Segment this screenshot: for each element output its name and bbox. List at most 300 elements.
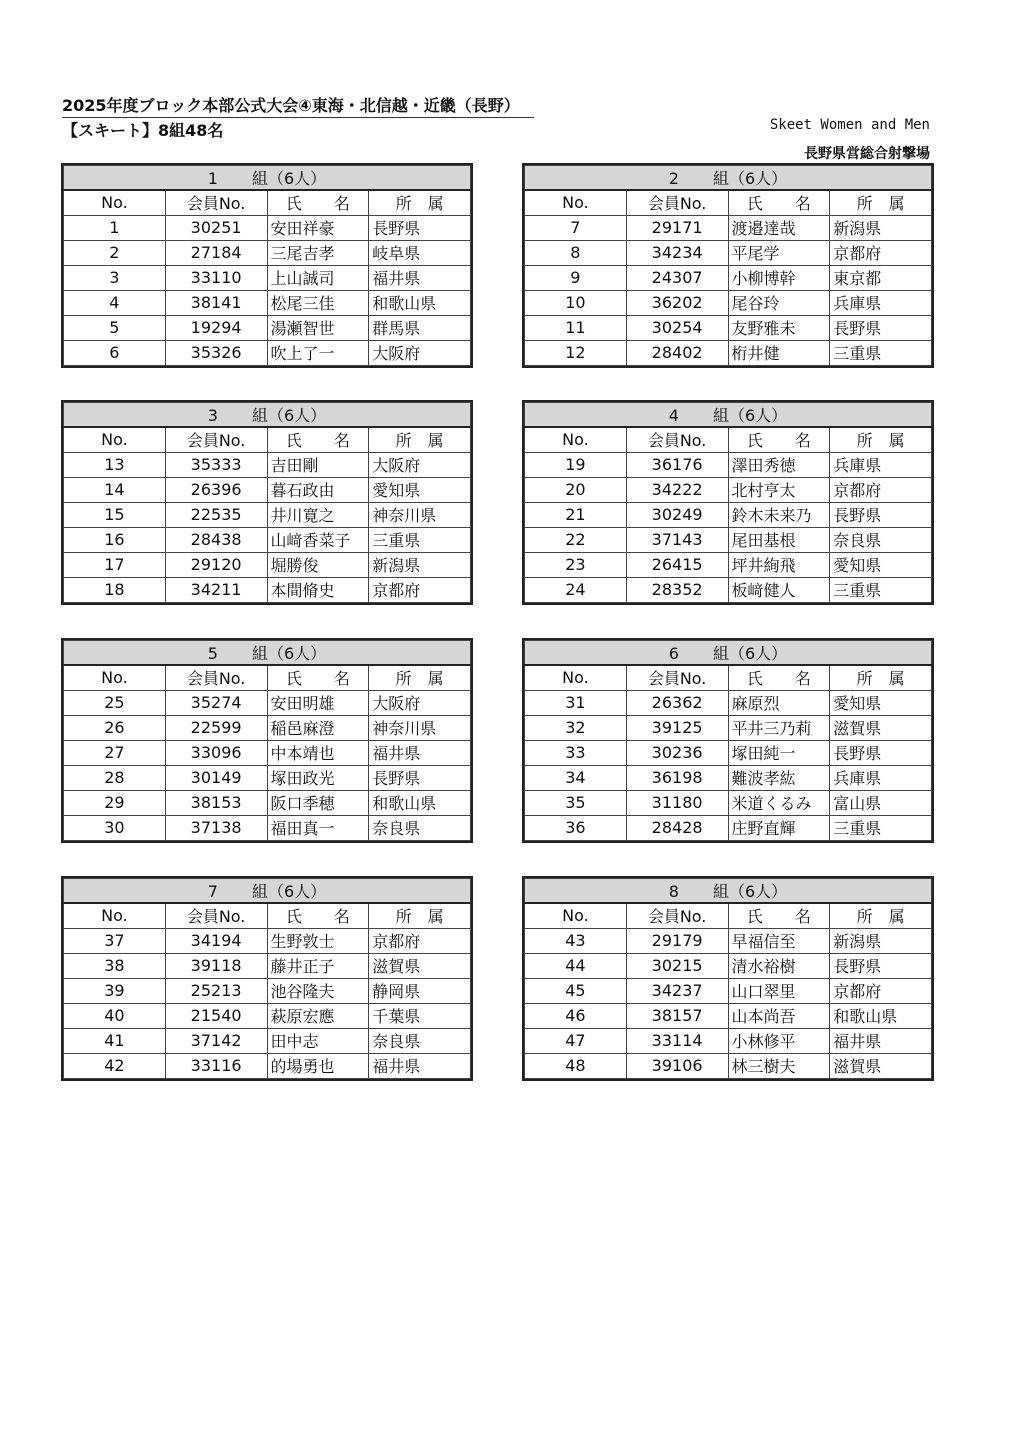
cell-no: 21 xyxy=(525,502,627,527)
col-name-1: 氏 xyxy=(746,907,763,927)
group-label: 組 xyxy=(251,644,268,663)
table-row xyxy=(525,265,932,290)
col-name-1: 氏 xyxy=(285,431,302,451)
col-affiliation xyxy=(369,665,471,690)
group-table-3 xyxy=(61,400,473,605)
group-title xyxy=(525,403,932,428)
cell-member-no: 35333 xyxy=(165,452,267,477)
group-number: 2 xyxy=(668,169,679,188)
group-table-grid xyxy=(63,640,471,841)
group-label: 組 xyxy=(712,882,729,901)
col-aff-1: 所 xyxy=(856,431,873,451)
group-title xyxy=(525,641,932,666)
col-name xyxy=(728,427,830,452)
col-name-1: 氏 xyxy=(285,194,302,214)
cell-no: 37 xyxy=(64,928,166,953)
cell-name: 中本靖也 xyxy=(267,740,369,765)
group-count: （6人） xyxy=(729,169,788,188)
cell-member-no: 19294 xyxy=(165,315,267,340)
table-row xyxy=(64,978,471,1003)
cell-member-no: 38141 xyxy=(165,290,267,315)
cell-affiliation: 東京都 xyxy=(830,265,932,290)
cell-affiliation: 三重県 xyxy=(830,577,932,602)
table-row xyxy=(64,1053,471,1078)
col-aff-1: 所 xyxy=(856,194,873,214)
col-no: No. xyxy=(64,190,166,215)
cell-name: 塚田純一 xyxy=(728,740,830,765)
cell-affiliation: 滋賀県 xyxy=(369,953,471,978)
col-aff-1: 所 xyxy=(395,431,412,451)
cell-name: 的場勇也 xyxy=(267,1053,369,1078)
col-name-1: 氏 xyxy=(285,907,302,927)
cell-name: 澤田秀徳 xyxy=(728,452,830,477)
group-table-grid xyxy=(524,878,932,1079)
cell-member-no: 36198 xyxy=(626,765,728,790)
table-row xyxy=(64,690,471,715)
cell-no: 48 xyxy=(525,1053,627,1078)
col-no: No. xyxy=(525,427,627,452)
col-aff-2: 属 xyxy=(888,431,905,451)
cell-no: 25 xyxy=(64,690,166,715)
table-row xyxy=(64,315,471,340)
table-row xyxy=(64,552,471,577)
cell-no: 10 xyxy=(525,290,627,315)
cell-name: 稲邑麻澄 xyxy=(267,715,369,740)
group-title-row xyxy=(64,879,471,904)
table-row xyxy=(525,1028,932,1053)
cell-member-no: 34211 xyxy=(165,577,267,602)
cell-affiliation: 滋賀県 xyxy=(830,1053,932,1078)
table-row xyxy=(525,978,932,1003)
cell-no: 30 xyxy=(64,815,166,840)
cell-no: 2 xyxy=(64,240,166,265)
table-row xyxy=(64,953,471,978)
cell-affiliation: 京都府 xyxy=(369,577,471,602)
col-aff-1: 所 xyxy=(856,907,873,927)
cell-affiliation: 長野県 xyxy=(830,953,932,978)
cell-name: 尾田基根 xyxy=(728,527,830,552)
cell-no: 22 xyxy=(525,527,627,552)
col-aff-2: 属 xyxy=(427,194,444,214)
group-table-1 xyxy=(61,163,473,368)
col-name-1: 氏 xyxy=(285,669,302,689)
col-affiliation xyxy=(369,903,471,928)
table-row xyxy=(525,315,932,340)
col-affiliation xyxy=(369,427,471,452)
cell-name: 北村亨太 xyxy=(728,477,830,502)
table-row xyxy=(64,240,471,265)
table-row xyxy=(525,690,932,715)
col-aff-1: 所 xyxy=(395,194,412,214)
column-header-row xyxy=(64,903,471,928)
group-table-5 xyxy=(61,638,473,843)
cell-member-no: 28352 xyxy=(626,577,728,602)
cell-member-no: 31180 xyxy=(626,790,728,815)
page-title: 2025年度ブロック本部公式大会④東海・北信越・近畿（長野） xyxy=(62,93,534,118)
cell-no: 40 xyxy=(64,1003,166,1028)
cell-affiliation: 群馬県 xyxy=(369,315,471,340)
cell-affiliation: 兵庫県 xyxy=(830,290,932,315)
cell-no: 12 xyxy=(525,340,627,365)
cell-affiliation: 奈良県 xyxy=(369,815,471,840)
table-row xyxy=(64,340,471,365)
cell-no: 17 xyxy=(64,552,166,577)
col-name-1: 氏 xyxy=(746,194,763,214)
col-name xyxy=(728,190,830,215)
cell-member-no: 37142 xyxy=(165,1028,267,1053)
cell-name: 本間脩史 xyxy=(267,577,369,602)
group-count: （6人） xyxy=(729,406,788,425)
group-table-grid xyxy=(63,165,471,366)
page-subtitle: 【スキート】8組48名 xyxy=(62,121,224,140)
group-label: 組 xyxy=(251,882,268,901)
cell-member-no: 36202 xyxy=(626,290,728,315)
cell-affiliation: 京都府 xyxy=(830,240,932,265)
table-row xyxy=(64,740,471,765)
table-row xyxy=(525,715,932,740)
group-title xyxy=(64,641,471,666)
cell-no: 3 xyxy=(64,265,166,290)
cell-no: 24 xyxy=(525,577,627,602)
col-aff-2: 属 xyxy=(888,907,905,927)
table-row xyxy=(525,452,932,477)
cell-no: 45 xyxy=(525,978,627,1003)
cell-no: 9 xyxy=(525,265,627,290)
cell-affiliation: 福井県 xyxy=(830,1028,932,1053)
cell-name: 難波孝紘 xyxy=(728,765,830,790)
column-header-row xyxy=(525,190,932,215)
table-row xyxy=(64,765,471,790)
table-row xyxy=(525,1053,932,1078)
cell-name: 鈴木未来乃 xyxy=(728,502,830,527)
cell-member-no: 39125 xyxy=(626,715,728,740)
table-row xyxy=(64,527,471,552)
cell-affiliation: 京都府 xyxy=(369,928,471,953)
cell-affiliation: 和歌山県 xyxy=(830,1003,932,1028)
cell-member-no: 28428 xyxy=(626,815,728,840)
cell-affiliation: 神奈川県 xyxy=(369,502,471,527)
col-aff-1: 所 xyxy=(395,907,412,927)
col-affiliation xyxy=(830,190,932,215)
table-row xyxy=(525,527,932,552)
cell-name: 田中志 xyxy=(267,1028,369,1053)
cell-no: 47 xyxy=(525,1028,627,1053)
cell-no: 43 xyxy=(525,928,627,953)
cell-affiliation: 京都府 xyxy=(830,477,932,502)
cell-member-no: 28438 xyxy=(165,527,267,552)
table-row xyxy=(525,790,932,815)
group-title-row xyxy=(525,403,932,428)
column-header-row xyxy=(64,427,471,452)
col-member-no: 会員No. xyxy=(626,427,728,452)
cell-member-no: 34237 xyxy=(626,978,728,1003)
cell-member-no: 26396 xyxy=(165,477,267,502)
col-aff-2: 属 xyxy=(888,669,905,689)
col-member-no: 会員No. xyxy=(165,427,267,452)
cell-name: 桁井健 xyxy=(728,340,830,365)
cell-member-no: 30215 xyxy=(626,953,728,978)
cell-member-no: 33096 xyxy=(165,740,267,765)
table-row xyxy=(525,1003,932,1028)
cell-member-no: 26362 xyxy=(626,690,728,715)
cell-no: 41 xyxy=(64,1028,166,1053)
cell-no: 44 xyxy=(525,953,627,978)
table-row xyxy=(525,290,932,315)
col-aff-1: 所 xyxy=(856,669,873,689)
col-name xyxy=(728,903,830,928)
cell-member-no: 29171 xyxy=(626,215,728,240)
cell-no: 39 xyxy=(64,978,166,1003)
col-member-no: 会員No. xyxy=(165,190,267,215)
event-name: Skeet Women and Men xyxy=(769,117,930,133)
table-row xyxy=(525,215,932,240)
cell-name: 三尾吉孝 xyxy=(267,240,369,265)
cell-name: 阪口季穂 xyxy=(267,790,369,815)
column-header-row xyxy=(64,665,471,690)
cell-affiliation: 和歌山県 xyxy=(369,790,471,815)
cell-affiliation: 長野県 xyxy=(830,315,932,340)
cell-no: 35 xyxy=(525,790,627,815)
col-affiliation xyxy=(830,665,932,690)
group-label: 組 xyxy=(712,169,729,188)
col-no: No. xyxy=(64,665,166,690)
col-name xyxy=(267,665,369,690)
cell-affiliation: 三重県 xyxy=(369,527,471,552)
table-row xyxy=(64,928,471,953)
cell-name: 山本尚吾 xyxy=(728,1003,830,1028)
group-title xyxy=(64,166,471,191)
table-row xyxy=(525,815,932,840)
group-title-row xyxy=(525,166,932,191)
cell-no: 14 xyxy=(64,477,166,502)
group-number: 7 xyxy=(207,882,218,901)
cell-no: 16 xyxy=(64,527,166,552)
cell-name: 山﨑香菜子 xyxy=(267,527,369,552)
cell-affiliation: 奈良県 xyxy=(369,1028,471,1053)
cell-affiliation: 福井県 xyxy=(369,1053,471,1078)
cell-member-no: 35326 xyxy=(165,340,267,365)
group-label: 組 xyxy=(251,406,268,425)
group-number: 3 xyxy=(207,406,218,425)
col-name xyxy=(728,665,830,690)
cell-affiliation: 大阪府 xyxy=(369,340,471,365)
cell-member-no: 22599 xyxy=(165,715,267,740)
cell-member-no: 34222 xyxy=(626,477,728,502)
cell-affiliation: 新潟県 xyxy=(369,552,471,577)
cell-affiliation: 長野県 xyxy=(369,765,471,790)
col-member-no: 会員No. xyxy=(626,665,728,690)
cell-affiliation: 千葉県 xyxy=(369,1003,471,1028)
cell-member-no: 29179 xyxy=(626,928,728,953)
cell-no: 6 xyxy=(64,340,166,365)
column-header-row xyxy=(525,903,932,928)
cell-no: 1 xyxy=(64,215,166,240)
col-name-2: 名 xyxy=(794,431,811,451)
cell-affiliation: 新潟県 xyxy=(830,928,932,953)
col-no: No. xyxy=(525,665,627,690)
cell-name: 松尾三佳 xyxy=(267,290,369,315)
table-row xyxy=(64,1028,471,1053)
cell-affiliation: 大阪府 xyxy=(369,690,471,715)
cell-name: 坪井絢飛 xyxy=(728,552,830,577)
cell-name: 板﨑健人 xyxy=(728,577,830,602)
cell-member-no: 37138 xyxy=(165,815,267,840)
col-aff-2: 属 xyxy=(427,669,444,689)
cell-name: 萩原宏應 xyxy=(267,1003,369,1028)
group-count: （6人） xyxy=(268,644,327,663)
col-name-2: 名 xyxy=(333,907,350,927)
col-no: No. xyxy=(64,903,166,928)
cell-member-no: 21540 xyxy=(165,1003,267,1028)
table-row xyxy=(64,1003,471,1028)
cell-no: 34 xyxy=(525,765,627,790)
group-table-6 xyxy=(522,638,934,843)
cell-name: 林三樹夫 xyxy=(728,1053,830,1078)
cell-member-no: 30254 xyxy=(626,315,728,340)
cell-name: 渡邉達哉 xyxy=(728,215,830,240)
cell-name: 清水裕樹 xyxy=(728,953,830,978)
cell-no: 5 xyxy=(64,315,166,340)
cell-no: 19 xyxy=(525,452,627,477)
table-row xyxy=(64,215,471,240)
col-name-1: 氏 xyxy=(746,669,763,689)
group-table-8 xyxy=(522,876,934,1081)
table-row xyxy=(525,340,932,365)
cell-affiliation: 兵庫県 xyxy=(830,452,932,477)
group-table-grid xyxy=(524,165,932,366)
cell-affiliation: 神奈川県 xyxy=(369,715,471,740)
cell-no: 46 xyxy=(525,1003,627,1028)
cell-name: 早福信至 xyxy=(728,928,830,953)
cell-affiliation: 富山県 xyxy=(830,790,932,815)
cell-no: 31 xyxy=(525,690,627,715)
cell-name: 塚田政光 xyxy=(267,765,369,790)
cell-no: 15 xyxy=(64,502,166,527)
cell-member-no: 35274 xyxy=(165,690,267,715)
cell-member-no: 33116 xyxy=(165,1053,267,1078)
cell-name: 吹上了一 xyxy=(267,340,369,365)
group-table-2 xyxy=(522,163,934,368)
cell-name: 暮石政由 xyxy=(267,477,369,502)
cell-name: 安田祥豪 xyxy=(267,215,369,240)
group-number: 6 xyxy=(668,644,679,663)
col-name-1: 氏 xyxy=(746,431,763,451)
col-name xyxy=(267,427,369,452)
group-count: （6人） xyxy=(268,406,327,425)
group-count: （6人） xyxy=(729,882,788,901)
cell-member-no: 25213 xyxy=(165,978,267,1003)
cell-member-no: 30249 xyxy=(626,502,728,527)
group-number: 8 xyxy=(668,882,679,901)
cell-member-no: 36176 xyxy=(626,452,728,477)
column-header-row xyxy=(525,427,932,452)
cell-name: 堀勝俊 xyxy=(267,552,369,577)
cell-name: 生野敦士 xyxy=(267,928,369,953)
cell-affiliation: 長野県 xyxy=(830,502,932,527)
cell-member-no: 37143 xyxy=(626,527,728,552)
col-member-no: 会員No. xyxy=(165,903,267,928)
cell-no: 11 xyxy=(525,315,627,340)
cell-affiliation: 福井県 xyxy=(369,265,471,290)
cell-affiliation: 三重県 xyxy=(830,340,932,365)
cell-member-no: 24307 xyxy=(626,265,728,290)
col-name xyxy=(267,190,369,215)
col-no: No. xyxy=(525,190,627,215)
table-row xyxy=(64,815,471,840)
cell-affiliation: 岐阜県 xyxy=(369,240,471,265)
cell-name: 平尾学 xyxy=(728,240,830,265)
cell-name: 上山誠司 xyxy=(267,265,369,290)
group-label: 組 xyxy=(712,644,729,663)
cell-affiliation: 大阪府 xyxy=(369,452,471,477)
cell-no: 42 xyxy=(64,1053,166,1078)
col-name xyxy=(267,903,369,928)
table-row xyxy=(525,552,932,577)
cell-no: 29 xyxy=(64,790,166,815)
cell-no: 33 xyxy=(525,740,627,765)
cell-member-no: 30251 xyxy=(165,215,267,240)
cell-member-no: 22535 xyxy=(165,502,267,527)
table-row xyxy=(64,477,471,502)
cell-no: 20 xyxy=(525,477,627,502)
cell-affiliation: 長野県 xyxy=(830,740,932,765)
cell-no: 4 xyxy=(64,290,166,315)
cell-member-no: 26415 xyxy=(626,552,728,577)
cell-no: 18 xyxy=(64,577,166,602)
cell-member-no: 30236 xyxy=(626,740,728,765)
table-row xyxy=(525,477,932,502)
cell-name: 麻原烈 xyxy=(728,690,830,715)
col-affiliation xyxy=(369,190,471,215)
cell-affiliation: 滋賀県 xyxy=(830,715,932,740)
column-header-row xyxy=(525,665,932,690)
cell-name: 庄野直輝 xyxy=(728,815,830,840)
group-number: 4 xyxy=(668,406,679,425)
cell-name: 米道くるみ xyxy=(728,790,830,815)
cell-no: 23 xyxy=(525,552,627,577)
cell-no: 38 xyxy=(64,953,166,978)
group-table-7 xyxy=(61,876,473,1081)
cell-no: 36 xyxy=(525,815,627,840)
cell-member-no: 34234 xyxy=(626,240,728,265)
cell-affiliation: 奈良県 xyxy=(830,527,932,552)
cell-name: 山口翠里 xyxy=(728,978,830,1003)
group-number: 1 xyxy=(207,169,218,188)
table-row xyxy=(525,765,932,790)
cell-member-no: 33114 xyxy=(626,1028,728,1053)
cell-affiliation: 和歌山県 xyxy=(369,290,471,315)
cell-no: 32 xyxy=(525,715,627,740)
cell-affiliation: 長野県 xyxy=(369,215,471,240)
cell-no: 26 xyxy=(64,715,166,740)
cell-member-no: 38157 xyxy=(626,1003,728,1028)
cell-affiliation: 京都府 xyxy=(830,978,932,1003)
group-title-row xyxy=(525,641,932,666)
table-row xyxy=(64,265,471,290)
cell-affiliation: 愛知県 xyxy=(830,690,932,715)
group-label: 組 xyxy=(712,406,729,425)
col-member-no: 会員No. xyxy=(626,190,728,215)
col-no: No. xyxy=(525,903,627,928)
group-title-row xyxy=(64,166,471,191)
col-name-2: 名 xyxy=(794,194,811,214)
cell-affiliation: 三重県 xyxy=(830,815,932,840)
cell-no: 8 xyxy=(525,240,627,265)
cell-name: 湯瀬智世 xyxy=(267,315,369,340)
group-title xyxy=(64,879,471,904)
cell-name: 尾谷玲 xyxy=(728,290,830,315)
table-row xyxy=(525,928,932,953)
